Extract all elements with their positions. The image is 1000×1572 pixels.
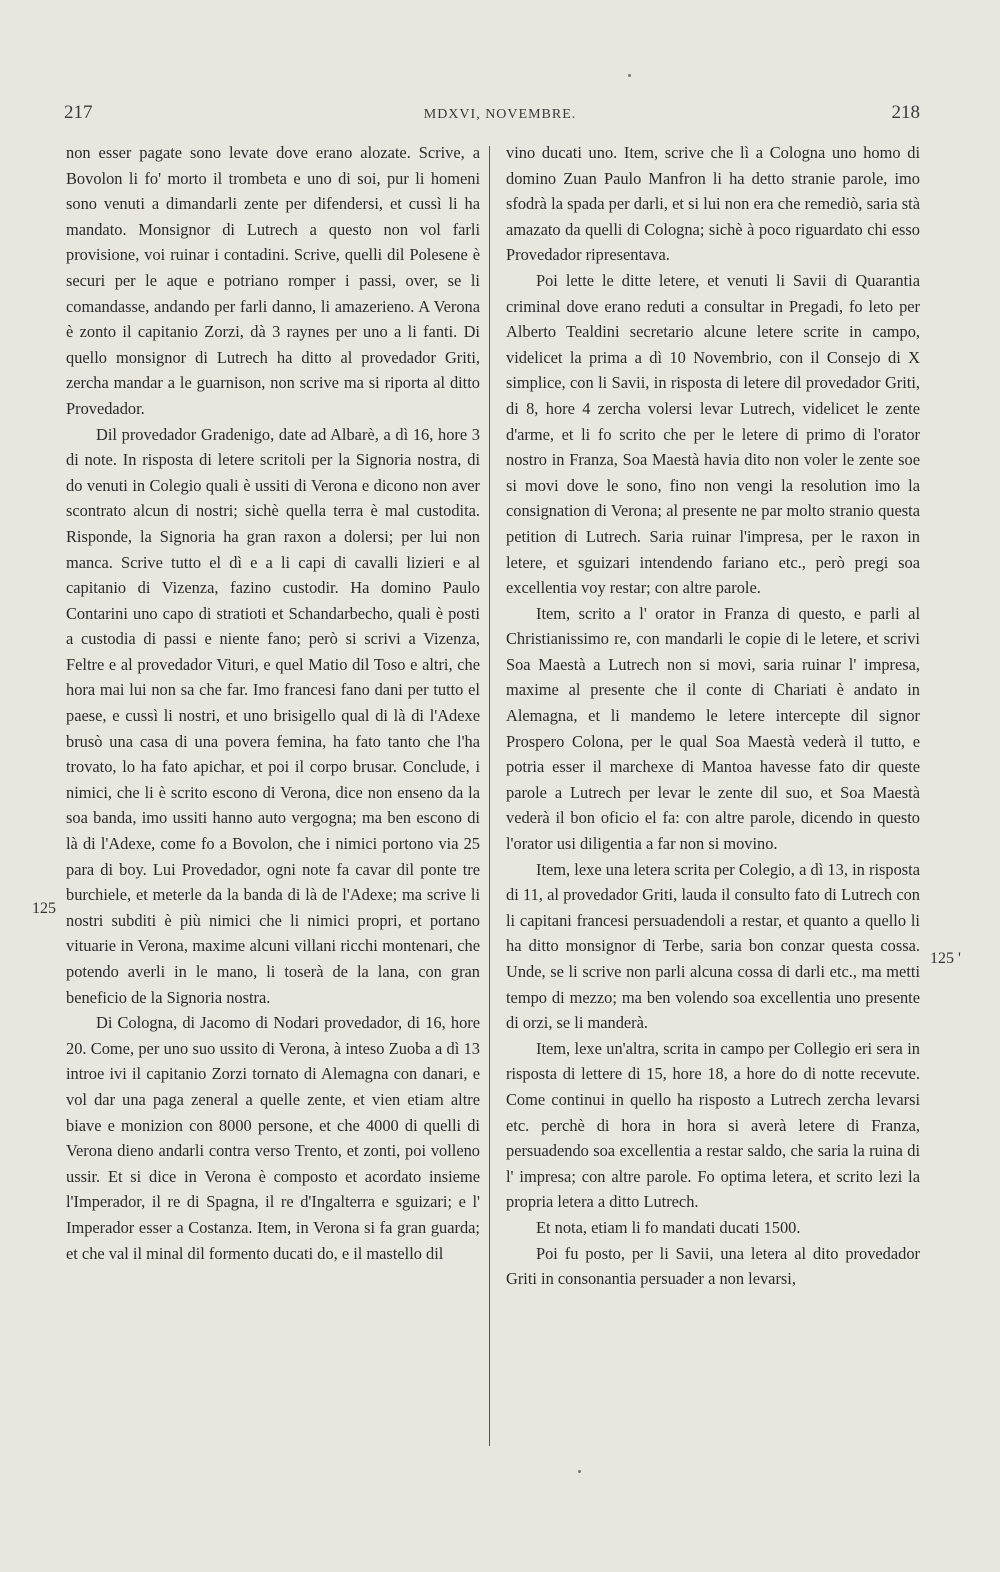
margin-number-right: 125 ' <box>930 950 961 967</box>
paragraph: Di Cologna, di Jacomo di Nodari provedador, di 16, hore 20. Come, per uno suo ussito di Verona, à inteso Zuoba a dì 13 introe ivi il capitanio Zorzi tornato di Alemagna con danari, e vol dar una paga zeneral a quelle zente, et vien etiam altre biave e monizion con 8000 persone, et che 4000 di quelli di Verona dieno andarli contra verso Trento, et zonti, poi volleno ussir. Et si dice in Verona è composto et acordato insieme l'Imperador, il re di Spagna, il re d'Ingalterra e sguizari; e l' Imperador esser a Costanza. Item, in Verona si fa gran guarda; et che val il minal dil formento ducati do, e il mastello dil <box>66 1013 480 1263</box>
left-column <box>66 140 480 1266</box>
paragraph: Item, lexe un'altra, scrita in campo per Collegio eri sera in risposta di lettere di 15, hore 18, a hore do di notte recevute. Come continui in quello ha risposto a Lutrech zercha levarsi etc. perchè di hora in hora si averà letere di Franza, persuadendo soa excellentia a restar saldo, che saria la ruina di l' impresa; con altre parole. Fo optima letera, et scrito lezi la propria letera a ditto Lutrech. <box>506 1038 920 1212</box>
paragraph: Poi lette le ditte letere, et venuti li Savii di Quarantia criminal dove erano reduti a consultar in Pregadi, fo leto per Alberto Tealdini secretario alcune letere scrite in campo, videlicet la prima a dì 10 Novembrio, con il Consejo di X simplice, con li Savii, in risposta di letere dil provedador Griti, di 8, hore 4 zercha volersi levar Lutrech, videlicet le zente d'arme, et li fo scrito che per le letere di primo di l'orator nostro in Franza, Soa Maestà havia dito non voler le zente soe si movi dove le sono, fino non vengi la resolution imo la consignation di Verona; al presente ne par molto stranio questa petition di Lutrech. Saria ruinar l'impresa, per le raxon in letere, et sguizari intendendo fariano etc., però pregi soa excellentia voy restar; con altre parole. <box>506 270 920 598</box>
paragraph: vino ducati uno. Item, scrive che lì a Cologna uno homo di domino Zuan Paulo Manfron li ha detto stranie parole, imo sfodrà la spada per darli, et si lui non era che remediò, saria stà amazato da quelli di Cologna; sichè à poco riguardato chi esso Provedador ripresentava. <box>506 143 920 265</box>
paragraph: Item, lexe una letera scrita per Colegio, a dì 13, in risposta di 11, al provedador Griti, lauda il consulto fato di Lutrech con li capitani francesi persuadendoli a restar, et quanto a quello li ha ditto monsignor di Terbe, saria bon conzar questa cossa. Unde, se li scrive non parli alcuna cossa di darli etc., ma metti tempo di mezzo; ma ben volendo soa excellentia uno presente di orzi, se li manderà. <box>506 859 920 1033</box>
right-page-number: 218 <box>891 102 920 123</box>
speck <box>578 1470 581 1473</box>
left-page-number: 217 <box>64 102 93 123</box>
paragraph: Et nota, etiam li fo mandati ducati 1500. <box>536 1217 801 1237</box>
paragraph: Item, scrito a l' orator in Franza di questo, e parli al Christianissimo re, con mandarli le copie di le letere, et scrivi Soa Maestà a Lutrech non si movi, saria ruinar l' impresa, maxime al presente che il conte di Chariati è andato in Alemagna, et li mandemo le letere intercepte dil signor Prospero Colona, per le qual Soa Maestà vederà il tutto, e potria esser il marchexe di Mantoa havesse fato dir queste parole a Lutrech per levar le zente dil suo, et Soa Maestà vederà il bon oficio el fa: con altre parole, dicendo in questo l'orator usi diligentia a far non si movino. <box>506 603 920 854</box>
margin-number-left: 125 <box>32 900 56 917</box>
speck <box>628 74 631 77</box>
running-title: MDXVI, NOVEMBRE. <box>423 107 577 122</box>
column-divider <box>489 146 490 1446</box>
paragraph: non esser pagate sono levate dove erano alozate. Scrive, a Bovolon li fo' morto il trombeta e uno di soi, pur li homeni sono venuti a dimandarli zente per difendersi, et cussì li ha mandato. Monsignor di Lutrech a questo non vol farli provisione, voi ruinar i contadini. Scrive, quelli dil Polesene è securi per le aque e potriano romper i passi, over, se li comandasse, andando per farli danno, li amazerieno. A Verona è zonto il capitanio Zorzi, dà 3 raynes per uno a li fanti. Di quello monsignor di Lutrech ha ditto al provedador Griti, zercha mandar a le guarnison, non scrive ma si riporta al ditto Provedador. <box>66 143 480 418</box>
paragraph: Dil provedador Gradenigo, date ad Albarè, a dì 16, hore 3 di note. In risposta di letere scritoli per la Signoria nostra, di do venuti in Colegio quali è ussiti di Verona e dicono non aver scontrato alcun di nostri; sichè quella terra è mal custodita. Risponde, la Signoria ha gran raxon a dolersi; per lui non manca. Scrive tutto el dì e a li capi di cavalli lizieri e al capitanio di Vizenza, fazino custodir. Ha domino Paulo Contarini uno capo di stratioti et Schandarbecho, quali è posti a custodia di passi e niente fano; però si scrivi a Vizenza, Feltre e al provedador Vituri, e quel Matio dil Toso e altri, che hora mai lui non sa che far. Imo francesi fano dani per tutto el paese, e cussì li nostri, et uno brisigello qual di là di l'Adexe brusò una casa di una povera femina, ha fato tanto che l'ha trovato, lo ha fato apichar, et poi il corpo brusar. Conclude, i nimici, che li è scrito escono di Verona, dice non enseno da la soa banda, imo ussiti hanno auto vergogna; ma ben escono di là di l'Adexe, come fo a Bovolon, che i nimici portono via 25 para di boy. Lui Provedador, ogni note fa cavar dil ponte tre burchiele, et meterle da la banda di là de l'Adexe; ma scrive li nostri subditi è più nimici che li nimici propri, et portano vituarie in Verona, maxime alcuni villani ricchi montenari, che potendo averli in le mano, li toserà de la lana, con gran beneficio de la Signoria nostra. <box>66 424 480 1007</box>
right-column <box>506 140 920 1292</box>
paragraph: Poi fu posto, per li Savii, una letera al dito provedador Griti in consonantia persuader a non levarsi, <box>506 1243 920 1289</box>
